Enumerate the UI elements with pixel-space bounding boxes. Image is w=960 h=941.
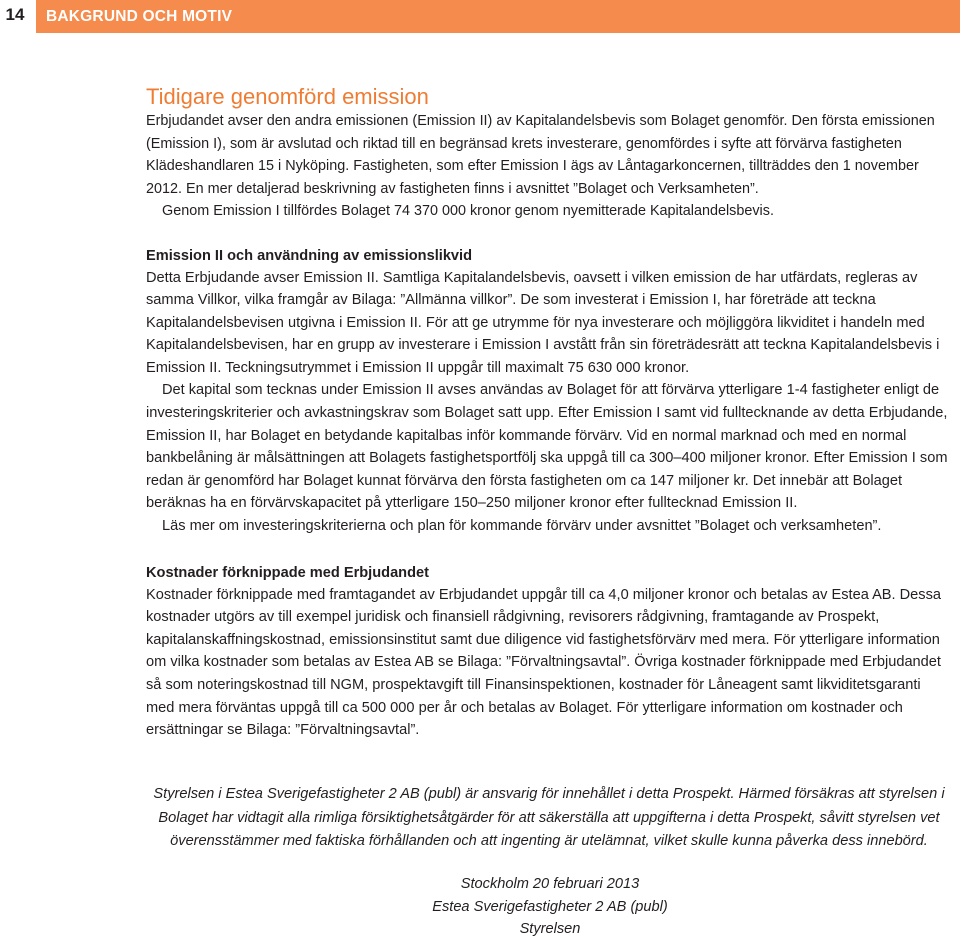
section-header-title: BAKGRUND OCH MOTIV xyxy=(46,8,233,25)
previous-emission-paragraph: Erbjudandet avser den andra emissionen (Emission II) av Kapitalandelsbevis som Bolaget genomför. Den första emissionen (Emission I), som är avslutad och riktad till en begränsad krets investerare, genomfördes i syfte att förvärva fastigheten Klädeshandlaren 15 i Nyköping. Fastigheten, som efter Emission I ägs av Låntagarkoncernen, tillträddes den 1 november 2012. En mer detaljerad beskrivning av fastigheten finns i avsnittet ”Bolaget och Verksamheten”. xyxy=(146,113,935,197)
signature-company: Estea Sverigefastigheter 2 AB (publ) xyxy=(432,898,668,915)
signature-block xyxy=(300,873,800,941)
emission-ii-paragraph-3: Läs mer om investeringskriterierna och plan för kommande förvärv under avsnittet ”Bolaget och verksamheten”. xyxy=(162,518,882,535)
emission-ii-paragraph-2: Det kapital som tecknas under Emission II avses användas av Bolaget för att förvärva ytterligare 1-4 fastigheter enligt de investeringskriterier och avkastningskrav som Bolaget satt upp. Efter Emission I samt vid fulltecknande av detta Erbjudande, Emission II, har Bolaget en betydande kapitalbas inför kommande förvärv. Vid en normal marknad och med en normal bankbelåning är målsättningen att Bolagets fastighetsportfölj ska uppgå till ca 300–400 miljoner kronor. Efter Emission I som redan är genomförd har Bolaget kunnat förvärva den första fastigheten om ca 147 miljoner kr. Det innebär att Bolaget beräknas ha en förvärvskapacitet på ytterligare 150–250 miljoner kronor efter fulltecknad Emission II. xyxy=(146,382,948,512)
responsibility-statement: Styrelsen i Estea Sverigefastigheter 2 AB (publ) är ansvarig för innehållet i detta Prospekt. Härmed försäkras att styrelsen i Bolaget har vidtagit alla rimliga försiktighetsåtgärder för att säkerställa att uppgifterna i detta Prospekt, såvitt styrelsen vet överensstämmer med faktiska förhållanden och att ingenting är utelämnat, vilket skulle kunna påverka dess innebörd. xyxy=(153,786,945,849)
signature-place-date: Stockholm 20 februari 2013 xyxy=(460,876,640,892)
signature-signatory: Styrelsen xyxy=(519,921,581,937)
main-content xyxy=(146,84,952,742)
heading-costs: Kostnader förknippade med Erbjudandet xyxy=(146,564,429,581)
previous-emission-paragraph-2: Genom Emission I tillfördes Bolaget 74 370 000 kronor genom nyemitterade Kapitalandelsbevis. xyxy=(162,203,774,219)
page-number: 14 xyxy=(5,5,25,24)
emission-ii-paragraph-1: Detta Erbjudande avser Emission II. Samtliga Kapitalandelsbevis, oavsett i vilken emission de har utfärdats, regleras av samma Villkor, vilka framgår av Bilaga: ”Allmänna villkor”. De som investerat i Emission I, har företräde att teckna Kapitalandelsbevisen utgivna i Emission II. För att ge utrymme för nya investerare och möjliggöra likviditet i handeln med Kapitalandelsbevisen, har en grupp av investerare i Emission I avstått från sin företrädesrätt att teckna Kapitalandelsbevis i Emission II. Teckningsutrymmet i Emission II uppgår till maximalt 75 630 000 kronor. xyxy=(146,269,940,376)
heading-emission-ii: Emission II och användning av emissionslikvid xyxy=(146,247,473,264)
section-title-previous-emission: Tidigare genomförd emission xyxy=(146,84,429,109)
costs-paragraph: Kostnader förknippade med framtagandet av Erbjudandet uppgår till ca 4,0 miljoner kronor och betalas av Estea AB. Dessa kostnader utgörs av till exempel juridisk och finansiell rådgivning, revisorers rådgivning, framtagande av Prospekt, kapitalanskaffningskostnad, emissionsinstitut samt due diligence vid fastighetsförvärv med mera. För ytterligare information om vilka kostnader som betalas av Estea AB se Bilaga: ”Förvaltningsavtal”. Övriga kostnader förknippade med Erbjudandet så som noteringskostnad till NGM, prospektavgift till Finansinspektionen, kostnader för Låneagent samt likviditetsgaranti med mera förväntas uppgå till ca 500 000 per år och betalas av Bolaget. För ytterligare information om kostnader och ersättningar se Bilaga: ”Förvaltningsavtal”. xyxy=(146,586,942,739)
